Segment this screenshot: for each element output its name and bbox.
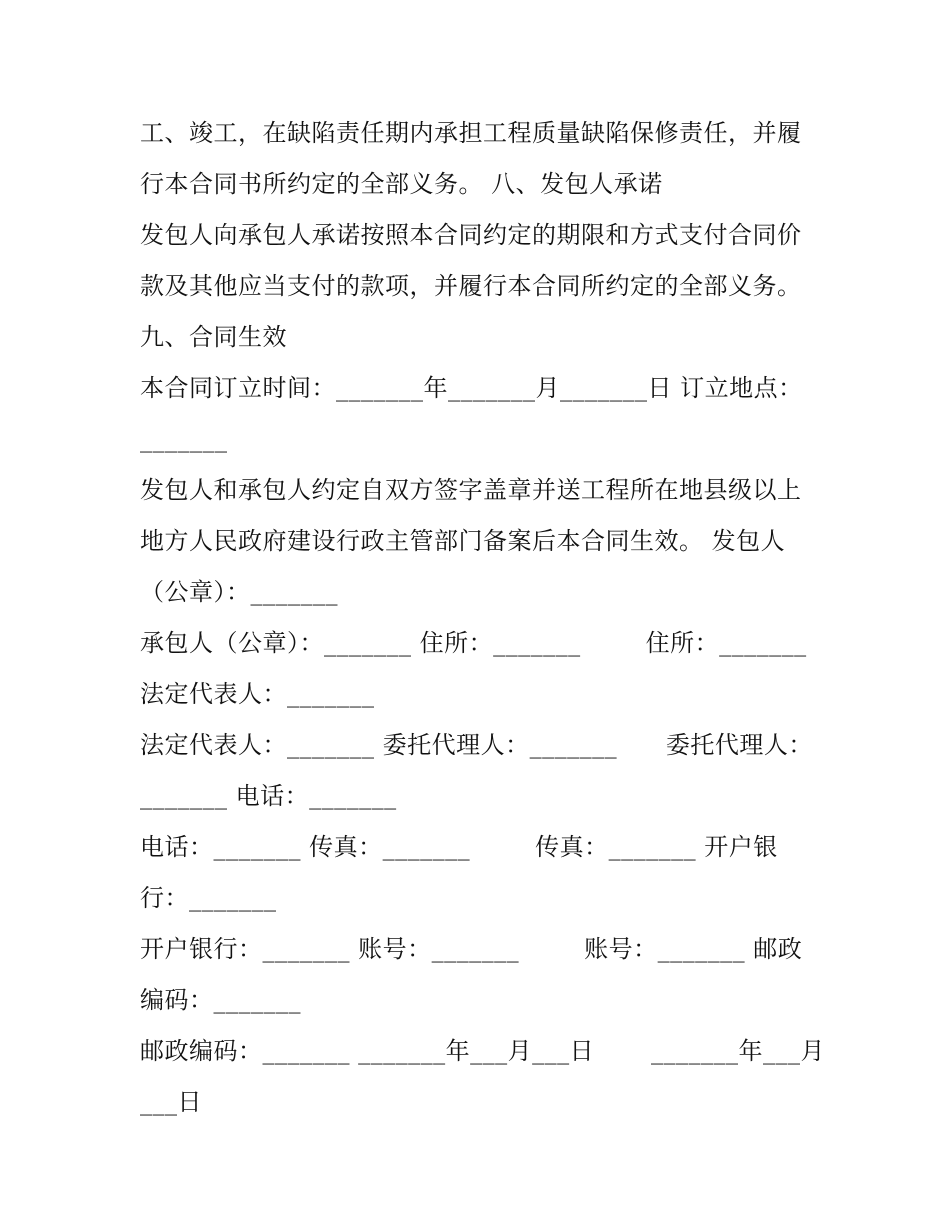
text-line: 本合同订立时间：_______年_______月_______日 订立地点： [140,374,803,402]
text-line: 行本合同书所约定的全部义务。 八、发包人承诺 [140,170,663,198]
text-line: 工、竣工，在缺陷责任期内承担工程质量缺陷保修责任，并履 [140,119,802,147]
signature-line: 行：_______ [140,884,277,912]
signature-line: 开户银行：_______ 账号：_______ 账号：_______ 邮政 [140,935,803,963]
text-line: 发包人向承包人承诺按照本合同约定的期限和方式支付合同价 [140,221,802,249]
text-line: 款及其他应当支付的款项，并履行本合同所约定的全部义务。 [140,272,802,300]
signature-line: 编码：_______ [140,986,301,1014]
contract-text [140,108,826,1128]
text-line: （公章）：_______ [140,578,338,606]
signature-line: 承包人（公章）：_______ 住所：_______ 住所：_______ [140,629,807,657]
date-line: ___日 [140,1088,202,1116]
date-line: 邮政编码：_______ _______年___月___日 _______年___月 [140,1037,826,1065]
signature-line: _______ 电话：_______ [140,782,397,810]
text-line: _______ [140,425,228,453]
section-heading: 九、合同生效 [140,323,287,351]
signature-line: 法定代表人：_______ [140,680,375,708]
signature-line: 法定代表人：_______ 委托代理人：_______ 委托代理人： [140,731,813,759]
signature-line: 电话：_______ 传真：_______ 传真：_______ 开户银 [140,833,778,861]
text-line: 地方人民政府建设行政主管部门备案后本合同生效。 发包人 [140,527,786,555]
text-line: 发包人和承包人约定自双方签字盖章并送工程所在地县级以上 [140,476,802,504]
